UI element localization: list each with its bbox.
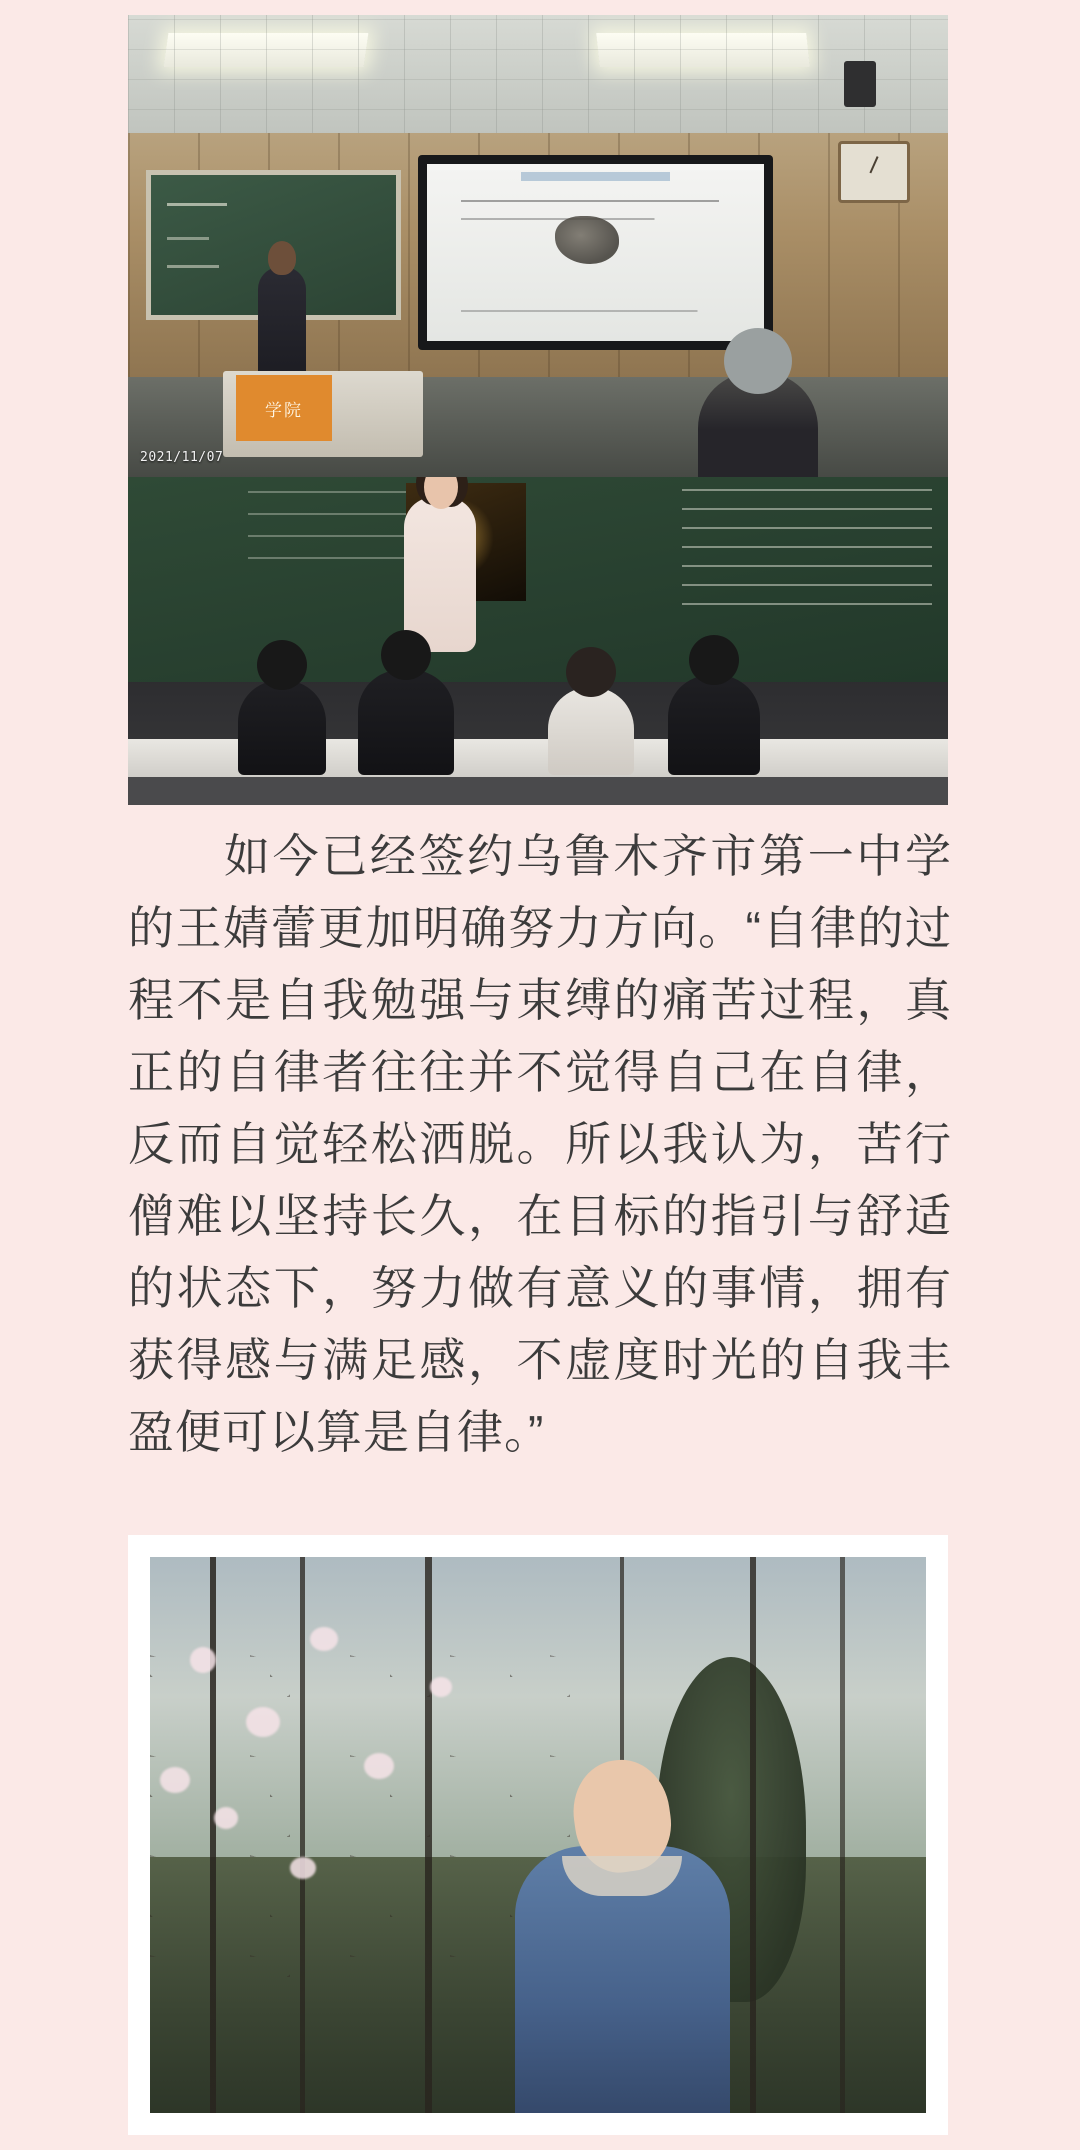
blossom-cluster (364, 1753, 394, 1779)
classroom-teacher-figure (404, 497, 476, 652)
student-figure (548, 687, 634, 775)
student-figure (358, 670, 454, 775)
wall-speaker-icon (844, 61, 876, 107)
projector-screen (418, 155, 773, 350)
blossom-cluster (430, 1677, 452, 1697)
blossom-cluster (290, 1857, 316, 1879)
blossom-cluster (190, 1647, 216, 1673)
portrait-subject (515, 1846, 730, 2113)
blossom-cluster (246, 1707, 280, 1737)
photo-stack (128, 15, 948, 805)
blossom-cluster (160, 1767, 190, 1793)
classroom-floor (128, 777, 948, 805)
wall-clock-icon (838, 141, 910, 203)
blossom-cluster (214, 1807, 238, 1829)
podium-banner: 学院 (236, 375, 332, 441)
photo-timestamp: 2021/11/07 (140, 450, 224, 465)
teacher-figure (258, 267, 306, 382)
blossom-cluster (310, 1627, 338, 1651)
student-figure (668, 675, 760, 775)
collar (562, 1856, 682, 1896)
portrait-photo-frame (128, 1535, 948, 2135)
blossom-branches (150, 1557, 577, 1991)
portrait-photo (150, 1557, 926, 2113)
ceiling-grid (128, 15, 948, 140)
projector-slide (427, 164, 764, 341)
chalkboard-poem-text (682, 487, 932, 605)
chalkboard-side-text (248, 489, 418, 559)
classroom-photo (128, 477, 948, 805)
student-figure (238, 680, 326, 775)
audience-figure (698, 372, 818, 477)
article-paragraph: 如今已经签约乌鲁木齐市第一中学的王婧蕾更加明确努力方向。“自律的过程不是自我勉强与束缚的痛苦过程，真正的自律者往往并不觉得自己在自律，反而自觉轻松洒脱。所以我认为，苦行僧难以坚持长久，在目标的指引与舒适的状态下，努力做有意义的事情，拥有获得感与满足感，不虚度时光的自我丰盈便可以算是自律。” (128, 830, 952, 1458)
lecture-hall-photo (128, 15, 948, 477)
